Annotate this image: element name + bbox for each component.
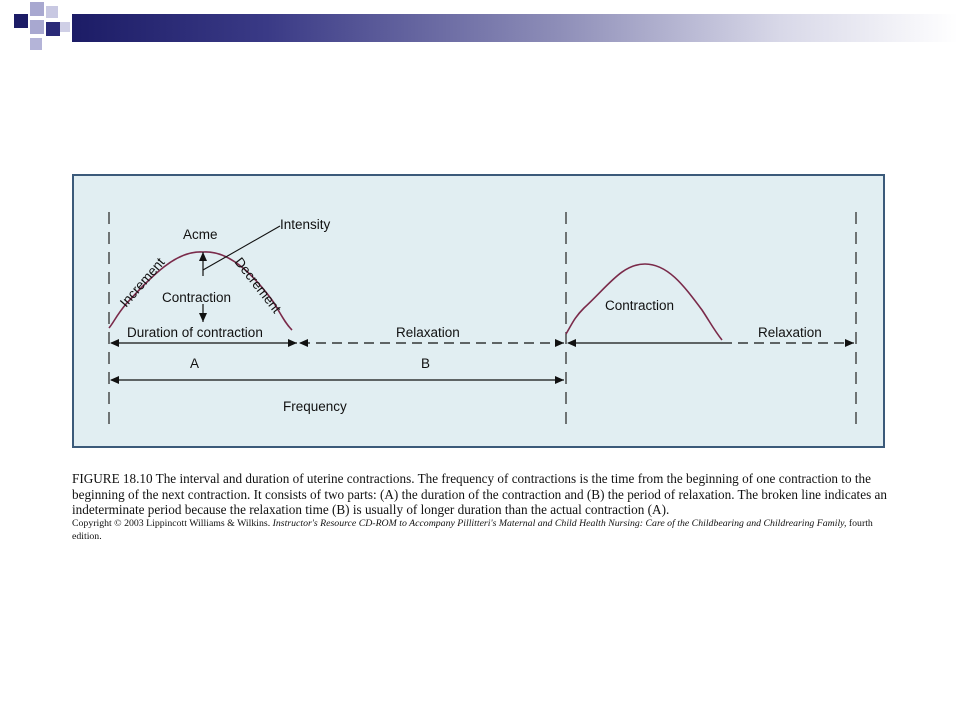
source-text: Instructor's Resource CD-ROM to Accompany Pillitteri's Maternal and Child Health Nursing: Care of the Childbearing and Childrearing Family, (272, 518, 847, 529)
deco-square-dark-1 (14, 14, 28, 28)
intensity-label: Intensity (280, 217, 331, 232)
frequency-label: Frequency (283, 399, 347, 414)
acme-label: Acme (183, 227, 218, 242)
edition-text: fourth edition. (72, 518, 873, 542)
deco-square-light-4 (30, 38, 42, 50)
contraction-label-2: Contraction (605, 298, 675, 313)
deco-square-light-3 (46, 6, 58, 18)
copyright-text: Copyright © 2003 Lippincott Williams & Wilkins. (72, 518, 271, 529)
deco-square-light-5 (60, 22, 70, 32)
segment-b-label: B (421, 356, 431, 371)
relaxation-label-1: Relaxation (396, 325, 460, 340)
decrement-label: Decrement (231, 254, 285, 316)
segment-a-label: A (190, 356, 200, 371)
title-gradient-bar (72, 14, 958, 42)
caption-text: The interval and duration of uterine contractions. The frequency of contractions is the time from the beginning of one contraction to the beginning of the next contraction. It consists of two parts: (A) the duration of the contraction and (B) the period of relaxation. The broken line indicates an indeterminate period because the relaxation time (B) is usually of longer duration than the actual contraction (A). (72, 471, 887, 517)
diagram-svg (74, 176, 887, 450)
deco-square-light-1 (30, 2, 44, 16)
relaxation-label-2: Relaxation (758, 325, 822, 340)
figure-caption (72, 471, 902, 518)
duration-label: Duration of contraction (127, 325, 263, 340)
deco-square-dark-2 (46, 22, 60, 36)
figure-number: FIGURE 18.10 (72, 471, 153, 486)
contraction-label-1: Contraction (162, 290, 232, 305)
increment-label: Increment (116, 254, 168, 310)
contraction-diagram (72, 174, 885, 448)
deco-square-light-2 (30, 20, 44, 34)
copyright-credits (72, 517, 902, 543)
